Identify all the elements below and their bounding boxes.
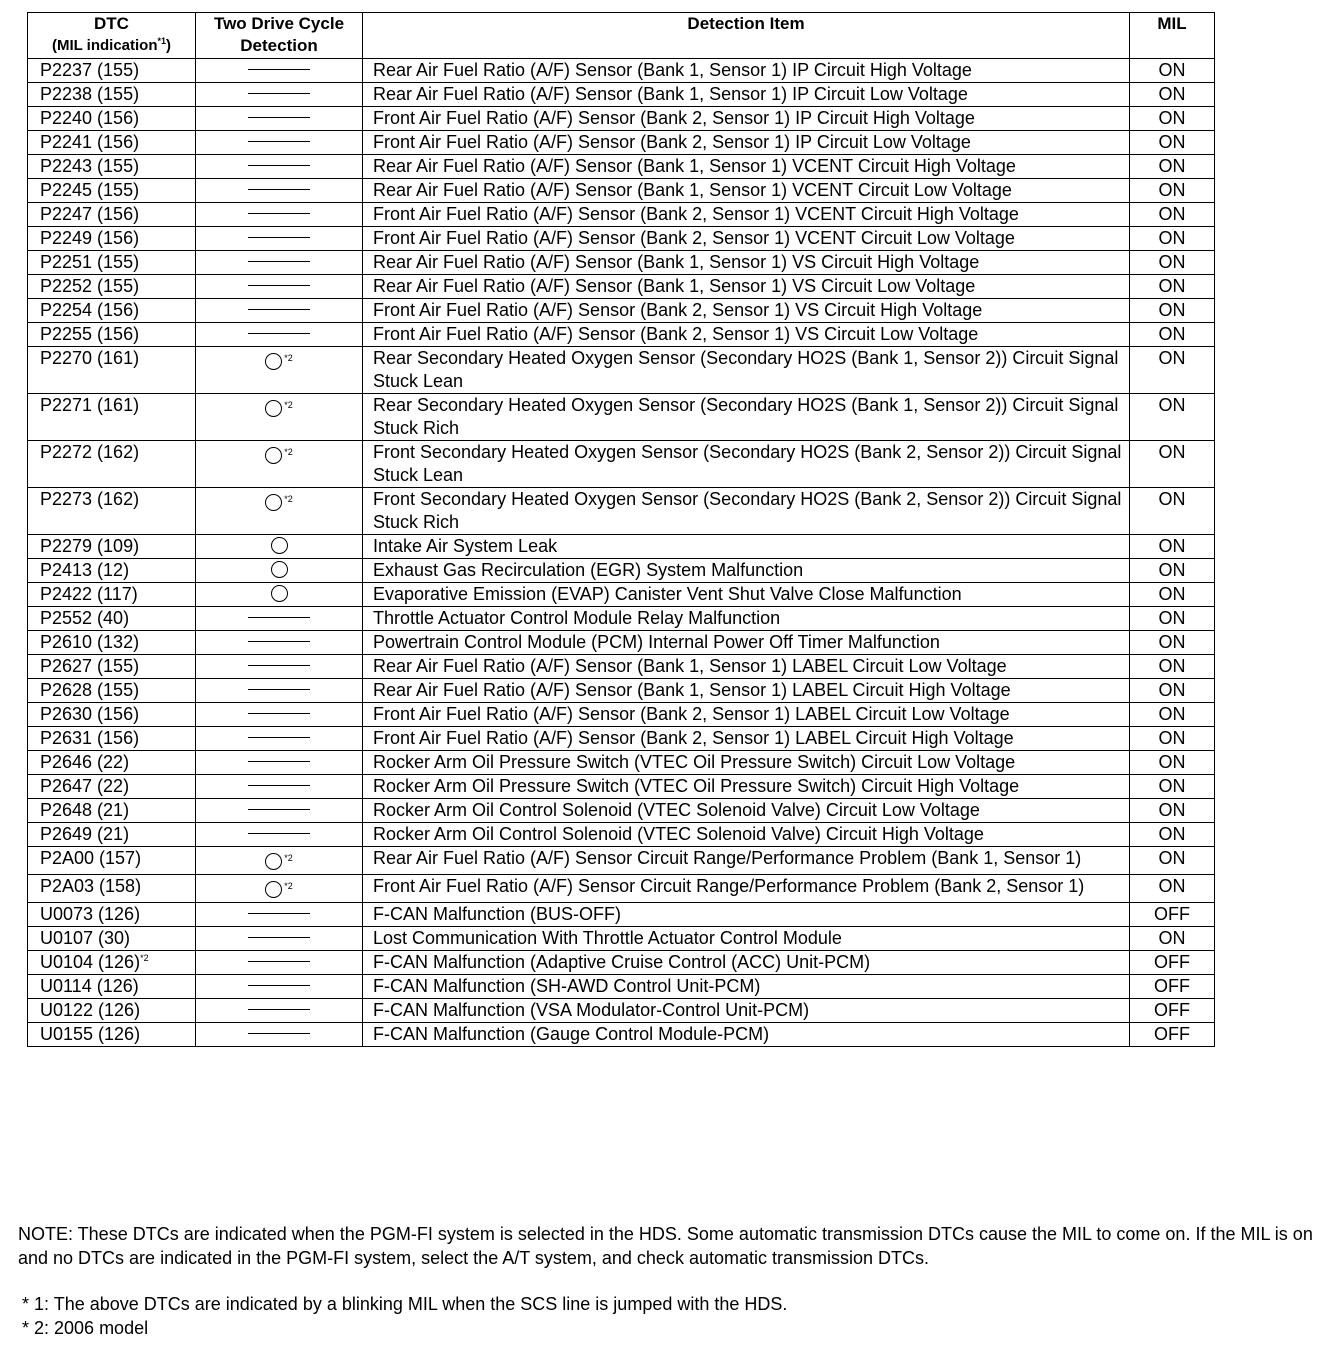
dtc-code: P2238 (155)	[40, 84, 140, 104]
dtc-code: P2255 (156)	[40, 324, 140, 344]
two-drive-cell	[196, 299, 363, 323]
two-drive-cell	[196, 275, 363, 299]
detection-item-cell: Rear Air Fuel Ratio (A/F) Sensor (Bank 1, Sensor 1) VCENT Circuit High Voltage	[363, 155, 1130, 179]
dtc-code: P2247 (156)	[40, 204, 140, 224]
detection-item-cell: Rocker Arm Oil Pressure Switch (VTEC Oil Pressure Switch) Circuit High Voltage	[363, 775, 1130, 799]
mil-status-cell: ON	[1130, 823, 1215, 847]
two-drive-cell	[196, 203, 363, 227]
two-drive-cell	[196, 131, 363, 155]
mil-status-cell: OFF	[1130, 975, 1215, 999]
detection-item-cell: Powertrain Control Module (PCM) Internal Power Off Timer Malfunction	[363, 631, 1130, 655]
circle-mark-icon	[265, 353, 282, 370]
header-two-drive	[196, 13, 363, 59]
dash-mark	[248, 665, 310, 666]
dash-mark	[248, 93, 310, 94]
mil-status-cell: ON	[1130, 394, 1215, 441]
table-row	[28, 394, 1215, 441]
dash-mark	[248, 333, 310, 334]
dtc-code-cell	[28, 823, 196, 847]
table-row	[28, 441, 1215, 488]
dash-mark	[248, 961, 310, 962]
header-dtc-close: )	[166, 37, 172, 54]
table-row	[28, 875, 1215, 903]
dtc-code-cell	[28, 323, 196, 347]
dash-mark	[248, 1009, 310, 1010]
dtc-code-cell	[28, 488, 196, 535]
detection-item-cell: Front Secondary Heated Oxygen Sensor (Secondary HO2S (Bank 2, Sensor 2)) Circuit Signal Stuck Lean	[363, 441, 1130, 488]
table-row	[28, 999, 1215, 1023]
two-drive-cell	[196, 631, 363, 655]
circle-mark-icon	[265, 494, 282, 511]
two-drive-footnote-mark: *2	[284, 353, 293, 363]
dtc-code: U0114 (126)	[40, 976, 139, 996]
dtc-code-cell	[28, 703, 196, 727]
header-dtc-title: DTC	[94, 14, 129, 33]
table-row	[28, 607, 1215, 631]
detection-item-cell: Front Air Fuel Ratio (A/F) Sensor (Bank 2, Sensor 1) VCENT Circuit Low Voltage	[363, 227, 1130, 251]
dtc-code: P2649 (21)	[40, 824, 130, 844]
detection-item-cell: Front Air Fuel Ratio (A/F) Sensor (Bank 2, Sensor 1) VS Circuit High Voltage	[363, 299, 1130, 323]
mil-status-cell: ON	[1130, 799, 1215, 823]
two-drive-cell	[196, 823, 363, 847]
detection-item-cell: Front Air Fuel Ratio (A/F) Sensor (Bank 2, Sensor 1) IP Circuit Low Voltage	[363, 131, 1130, 155]
dtc-code-cell	[28, 203, 196, 227]
table-row	[28, 83, 1215, 107]
dtc-code: P2279 (109)	[40, 536, 140, 556]
mil-status-cell: ON	[1130, 179, 1215, 203]
dtc-code: U0107 (30)	[40, 928, 131, 948]
header-detection-item: Detection Item	[363, 13, 1130, 59]
dtc-code: U0155 (126)	[40, 1024, 141, 1044]
dash-mark	[248, 285, 310, 286]
dash-mark	[248, 69, 310, 70]
dash-mark	[248, 309, 310, 310]
dtc-code-cell	[28, 275, 196, 299]
dtc-code: P2631 (156)	[40, 728, 140, 748]
detection-item-cell: Rear Air Fuel Ratio (A/F) Sensor (Bank 1, Sensor 1) IP Circuit Low Voltage	[363, 83, 1130, 107]
detection-item-cell: Front Air Fuel Ratio (A/F) Sensor (Bank 2, Sensor 1) VCENT Circuit High Voltage	[363, 203, 1130, 227]
detection-item-cell: Lost Communication With Throttle Actuator Control Module	[363, 927, 1130, 951]
two-drive-cell	[196, 347, 363, 394]
dtc-code: P2A00 (157)	[40, 848, 142, 868]
header-two-drive-line1: Two Drive Cycle	[213, 14, 345, 33]
detection-item-cell: Rear Air Fuel Ratio (A/F) Sensor (Bank 1, Sensor 1) LABEL Circuit Low Voltage	[363, 655, 1130, 679]
dtc-code-cell	[28, 751, 196, 775]
circle-mark-icon	[265, 853, 282, 870]
header-dtc	[28, 13, 196, 59]
detection-item-cell: Intake Air System Leak	[363, 535, 1130, 559]
dash-mark	[248, 189, 310, 190]
detection-item-cell: Rear Secondary Heated Oxygen Sensor (Secondary HO2S (Bank 1, Sensor 2)) Circuit Signal Stuck Lean	[363, 347, 1130, 394]
detection-item-cell: Front Secondary Heated Oxygen Sensor (Secondary HO2S (Bank 2, Sensor 2)) Circuit Signal Stuck Rich	[363, 488, 1130, 535]
dtc-table	[27, 12, 1215, 1047]
header-mil: MIL	[1130, 13, 1215, 59]
table-row	[28, 251, 1215, 275]
mil-status-cell: ON	[1130, 488, 1215, 535]
dtc-code: P2237 (155)	[40, 60, 140, 80]
table-header-row	[28, 13, 1215, 59]
dash-mark	[248, 117, 310, 118]
mil-status-cell: ON	[1130, 559, 1215, 583]
dash-mark	[248, 617, 310, 618]
detection-item-cell: Front Air Fuel Ratio (A/F) Sensor Circuit Range/Performance Problem (Bank 2, Sensor 1)	[363, 875, 1130, 903]
dtc-code: P2628 (155)	[40, 680, 140, 700]
dtc-code-cell	[28, 251, 196, 275]
table-row	[28, 847, 1215, 875]
dtc-code-cell	[28, 655, 196, 679]
dtc-code: P2646 (22)	[40, 752, 130, 772]
dtc-code-cell	[28, 847, 196, 875]
table-row	[28, 155, 1215, 179]
table-row	[28, 203, 1215, 227]
detection-item-cell: Rocker Arm Oil Pressure Switch (VTEC Oil Pressure Switch) Circuit Low Voltage	[363, 751, 1130, 775]
detection-item-cell: F-CAN Malfunction (SH-AWD Control Unit-PCM)	[363, 975, 1130, 999]
detection-item-cell: Rear Air Fuel Ratio (A/F) Sensor Circuit Range/Performance Problem (Bank 1, Sensor 1)	[363, 847, 1130, 875]
dtc-code: P2A03 (158)	[40, 876, 142, 896]
dtc-code: P2271 (161)	[40, 395, 140, 415]
dtc-code-cell	[28, 1023, 196, 1047]
mil-status-cell: ON	[1130, 535, 1215, 559]
table-row	[28, 179, 1215, 203]
detection-item-cell: Rear Air Fuel Ratio (A/F) Sensor (Bank 1, Sensor 1) VS Circuit High Voltage	[363, 251, 1130, 275]
two-drive-cell	[196, 975, 363, 999]
circle-mark-icon	[271, 537, 288, 554]
mil-status-cell: ON	[1130, 847, 1215, 875]
two-drive-cell	[196, 107, 363, 131]
dtc-code: U0073 (126)	[40, 904, 141, 924]
table-row	[28, 975, 1215, 999]
two-drive-cell	[196, 679, 363, 703]
two-drive-cell	[196, 441, 363, 488]
dtc-code: P2272 (162)	[40, 442, 140, 462]
table-row	[28, 903, 1215, 927]
mil-status-cell: ON	[1130, 927, 1215, 951]
dash-mark	[248, 809, 310, 810]
dtc-code-cell	[28, 775, 196, 799]
dtc-code-cell	[28, 875, 196, 903]
dtc-code: P2252 (155)	[40, 276, 140, 296]
dtc-code: P2249 (156)	[40, 228, 140, 248]
mil-status-cell: OFF	[1130, 999, 1215, 1023]
dtc-code: P2251 (155)	[40, 252, 140, 272]
dash-mark	[248, 165, 310, 166]
footnote-2: * 2: 2006 model	[22, 1318, 149, 1338]
two-drive-cell	[196, 83, 363, 107]
table-row	[28, 823, 1215, 847]
dash-mark	[248, 237, 310, 238]
two-drive-cell	[196, 951, 363, 975]
two-drive-cell	[196, 535, 363, 559]
mil-status-cell: ON	[1130, 275, 1215, 299]
dtc-code-cell	[28, 299, 196, 323]
mil-status-cell: ON	[1130, 155, 1215, 179]
circle-mark-icon	[265, 400, 282, 417]
dtc-code-cell	[28, 131, 196, 155]
dash-mark	[248, 141, 310, 142]
two-drive-footnote-mark: *2	[284, 881, 293, 891]
dtc-code: P2422 (117)	[40, 584, 138, 604]
mil-status-cell: ON	[1130, 875, 1215, 903]
dtc-code-cell	[28, 903, 196, 927]
two-drive-cell	[196, 703, 363, 727]
mil-status-cell: ON	[1130, 131, 1215, 155]
mil-status-cell: ON	[1130, 583, 1215, 607]
dash-mark	[248, 785, 310, 786]
dash-mark	[248, 833, 310, 834]
dtc-code-cell	[28, 155, 196, 179]
dtc-code-cell	[28, 107, 196, 131]
detection-item-cell: F-CAN Malfunction (VSA Modulator-Control Unit-PCM)	[363, 999, 1130, 1023]
dtc-code: P2648 (21)	[40, 800, 130, 820]
two-drive-cell	[196, 999, 363, 1023]
table-row	[28, 275, 1215, 299]
mil-status-cell: ON	[1130, 347, 1215, 394]
dtc-code-cell	[28, 583, 196, 607]
table-row	[28, 323, 1215, 347]
table-row	[28, 559, 1215, 583]
detection-item-cell: Rear Air Fuel Ratio (A/F) Sensor (Bank 1, Sensor 1) IP Circuit High Voltage	[363, 59, 1130, 83]
detection-item-cell: Evaporative Emission (EVAP) Canister Vent Shut Valve Close Malfunction	[363, 583, 1130, 607]
mil-status-cell: ON	[1130, 607, 1215, 631]
two-drive-cell	[196, 875, 363, 903]
two-drive-cell	[196, 903, 363, 927]
two-drive-cell	[196, 927, 363, 951]
dtc-code-cell	[28, 975, 196, 999]
dash-mark	[248, 937, 310, 938]
dtc-code-cell	[28, 559, 196, 583]
table-row	[28, 927, 1215, 951]
dash-mark	[248, 213, 310, 214]
table-row	[28, 799, 1215, 823]
table-row	[28, 347, 1215, 394]
detection-item-cell: Rocker Arm Oil Control Solenoid (VTEC Solenoid Valve) Circuit High Voltage	[363, 823, 1130, 847]
dash-mark	[248, 641, 310, 642]
two-drive-cell	[196, 1023, 363, 1047]
table-row	[28, 775, 1215, 799]
detection-item-cell: Front Air Fuel Ratio (A/F) Sensor (Bank 2, Sensor 1) VS Circuit Low Voltage	[363, 323, 1130, 347]
dtc-code-cell	[28, 799, 196, 823]
table-row	[28, 107, 1215, 131]
mil-status-cell: ON	[1130, 203, 1215, 227]
dash-mark	[248, 261, 310, 262]
mil-status-cell: ON	[1130, 299, 1215, 323]
dtc-code: P2413 (12)	[40, 560, 130, 580]
dtc-code-cell	[28, 394, 196, 441]
dtc-code: P2273 (162)	[40, 489, 140, 509]
two-drive-cell	[196, 59, 363, 83]
mil-status-cell: OFF	[1130, 951, 1215, 975]
dtc-code-cell	[28, 441, 196, 488]
table-row	[28, 679, 1215, 703]
dtc-code: P2243 (155)	[40, 156, 140, 176]
note-text: NOTE: These DTCs are indicated when the PGM-FI system is selected in the HDS. Some automatic transmission DTCs cause the MIL to come on. If the MIL is on and no DTCs are indicated in the PGM-FI system, select the A/T system, and check automatic transmission DTCs.	[18, 1224, 1313, 1268]
footnote-1: * 1: The above DTCs are indicated by a blinking MIL when the SCS line is jumped with the HDS.	[22, 1294, 788, 1314]
table-row	[28, 583, 1215, 607]
mil-status-cell: ON	[1130, 727, 1215, 751]
two-drive-cell	[196, 323, 363, 347]
circle-mark-icon	[265, 881, 282, 898]
mil-status-cell: ON	[1130, 441, 1215, 488]
two-drive-cell	[196, 583, 363, 607]
dtc-footnote-mark: *2	[140, 953, 149, 963]
table-row	[28, 59, 1215, 83]
dtc-code-cell	[28, 59, 196, 83]
dtc-code-cell	[28, 679, 196, 703]
two-drive-cell	[196, 775, 363, 799]
two-drive-cell	[196, 179, 363, 203]
dtc-code: P2241 (156)	[40, 132, 140, 152]
header-dtc-sub	[28, 35, 195, 57]
circle-mark-icon	[271, 561, 288, 578]
detection-item-cell: Rear Air Fuel Ratio (A/F) Sensor (Bank 1, Sensor 1) VS Circuit Low Voltage	[363, 275, 1130, 299]
dash-mark	[248, 913, 310, 914]
table-body	[28, 59, 1215, 1047]
detection-item-cell: Exhaust Gas Recirculation (EGR) System Malfunction	[363, 559, 1130, 583]
table-row	[28, 299, 1215, 323]
table-row	[28, 655, 1215, 679]
circle-mark-icon	[265, 447, 282, 464]
table-row	[28, 751, 1215, 775]
two-drive-footnote-mark: *2	[284, 853, 293, 863]
detection-item-cell: Rear Air Fuel Ratio (A/F) Sensor (Bank 1, Sensor 1) LABEL Circuit High Voltage	[363, 679, 1130, 703]
mil-status-cell: ON	[1130, 227, 1215, 251]
circle-mark-icon	[271, 585, 288, 602]
two-drive-cell	[196, 251, 363, 275]
mil-status-cell: ON	[1130, 679, 1215, 703]
two-drive-cell	[196, 751, 363, 775]
table-row	[28, 131, 1215, 155]
two-drive-cell	[196, 607, 363, 631]
dtc-code: U0122 (126)	[40, 1000, 141, 1020]
dtc-code-cell	[28, 999, 196, 1023]
dash-mark	[248, 1033, 310, 1034]
table-row	[28, 488, 1215, 535]
dtc-code-cell	[28, 227, 196, 251]
mil-status-cell: ON	[1130, 631, 1215, 655]
dtc-code: P2610 (132)	[40, 632, 140, 652]
table-row	[28, 703, 1215, 727]
two-drive-footnote-mark: *2	[284, 400, 293, 410]
mil-status-cell: ON	[1130, 59, 1215, 83]
detection-item-cell: Rocker Arm Oil Control Solenoid (VTEC Solenoid Valve) Circuit Low Voltage	[363, 799, 1130, 823]
two-drive-footnote-mark: *2	[284, 494, 293, 504]
table-row	[28, 727, 1215, 751]
dtc-code: U0104 (126)	[40, 952, 141, 972]
detection-item-cell: F-CAN Malfunction (Adaptive Cruise Control (ACC) Unit-PCM)	[363, 951, 1130, 975]
dtc-code-cell	[28, 83, 196, 107]
header-dtc-sub-text: (MIL indication	[51, 37, 158, 54]
dash-mark	[248, 737, 310, 738]
dtc-code-cell	[28, 951, 196, 975]
mil-status-cell: ON	[1130, 655, 1215, 679]
detection-item-cell: Rear Secondary Heated Oxygen Sensor (Secondary HO2S (Bank 1, Sensor 2)) Circuit Signal Stuck Rich	[363, 394, 1130, 441]
dash-mark	[248, 689, 310, 690]
dtc-code: P2627 (155)	[40, 656, 140, 676]
two-drive-cell	[196, 394, 363, 441]
dtc-code-cell	[28, 179, 196, 203]
dash-mark	[248, 761, 310, 762]
dtc-code-cell	[28, 631, 196, 655]
two-drive-cell	[196, 559, 363, 583]
detection-item-cell: Front Air Fuel Ratio (A/F) Sensor (Bank 2, Sensor 1) LABEL Circuit High Voltage	[363, 727, 1130, 751]
mil-status-cell: OFF	[1130, 1023, 1215, 1047]
dtc-code-cell	[28, 927, 196, 951]
mil-status-cell: ON	[1130, 251, 1215, 275]
mil-status-cell: ON	[1130, 703, 1215, 727]
dtc-code: P2270 (161)	[40, 348, 140, 368]
detection-item-cell: Front Air Fuel Ratio (A/F) Sensor (Bank 2, Sensor 1) IP Circuit High Voltage	[363, 107, 1130, 131]
two-drive-cell	[196, 727, 363, 751]
dtc-code-cell	[28, 535, 196, 559]
detection-item-cell: F-CAN Malfunction (Gauge Control Module-PCM)	[363, 1023, 1130, 1047]
detection-item-cell: Rear Air Fuel Ratio (A/F) Sensor (Bank 1, Sensor 1) VCENT Circuit Low Voltage	[363, 179, 1130, 203]
table-row	[28, 631, 1215, 655]
two-drive-cell	[196, 227, 363, 251]
dtc-code: P2245 (155)	[40, 180, 140, 200]
mil-status-cell: OFF	[1130, 903, 1215, 927]
header-dtc-sup: *1	[157, 36, 167, 46]
dash-mark	[248, 985, 310, 986]
mil-status-cell: ON	[1130, 83, 1215, 107]
dtc-code: P2552 (40)	[40, 608, 130, 628]
dtc-code-cell	[28, 607, 196, 631]
header-two-drive-line2: Detection	[240, 36, 318, 55]
detection-item-cell: Front Air Fuel Ratio (A/F) Sensor (Bank 2, Sensor 1) LABEL Circuit Low Voltage	[363, 703, 1130, 727]
table-row	[28, 535, 1215, 559]
two-drive-cell	[196, 155, 363, 179]
two-drive-cell	[196, 847, 363, 875]
dtc-code: P2630 (156)	[40, 704, 140, 724]
dtc-code-cell	[28, 727, 196, 751]
mil-status-cell: ON	[1130, 323, 1215, 347]
dash-mark	[248, 713, 310, 714]
two-drive-cell	[196, 655, 363, 679]
dtc-code: P2240 (156)	[40, 108, 140, 128]
dtc-code: P2254 (156)	[40, 300, 140, 320]
mil-status-cell: ON	[1130, 107, 1215, 131]
dtc-code-cell	[28, 347, 196, 394]
mil-status-cell: ON	[1130, 751, 1215, 775]
detection-item-cell: Throttle Actuator Control Module Relay Malfunction	[363, 607, 1130, 631]
table-row	[28, 951, 1215, 975]
two-drive-cell	[196, 488, 363, 535]
table-row	[28, 227, 1215, 251]
two-drive-footnote-mark: *2	[284, 447, 293, 457]
detection-item-cell: F-CAN Malfunction (BUS-OFF)	[363, 903, 1130, 927]
two-drive-cell	[196, 799, 363, 823]
table-row	[28, 1023, 1215, 1047]
mil-status-cell: ON	[1130, 775, 1215, 799]
dtc-code: P2647 (22)	[40, 776, 130, 796]
